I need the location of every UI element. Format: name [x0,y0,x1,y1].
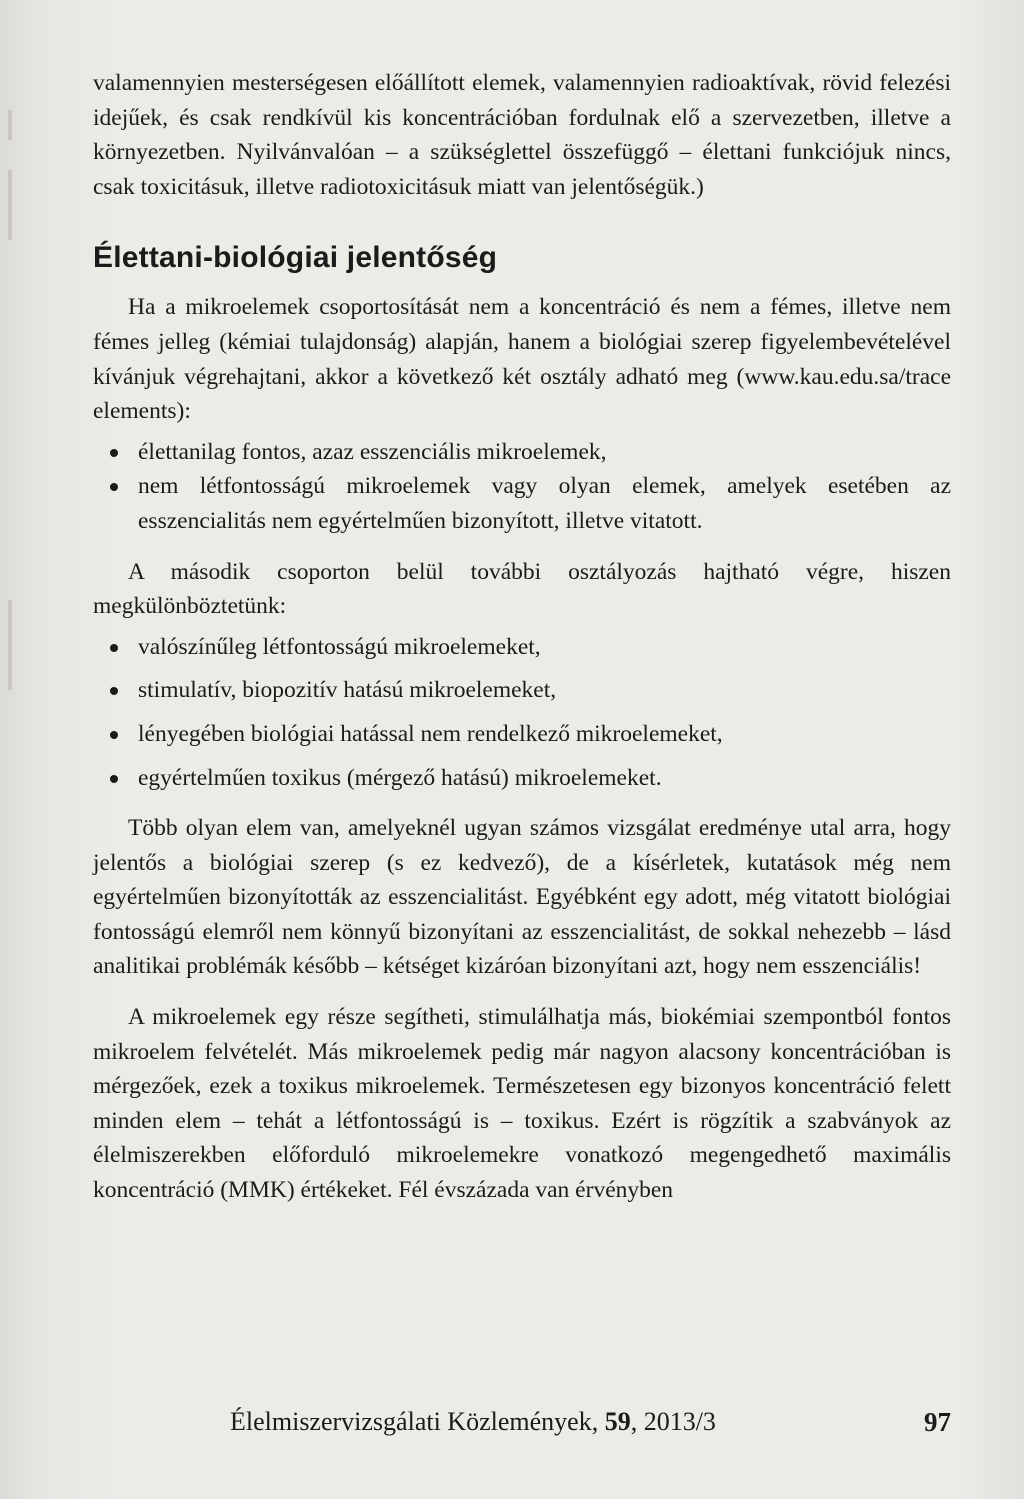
list-item: élettanilag fontos, azaz esszenciális mikroelemek, [93,435,951,470]
scan-edge-mark [8,600,12,690]
section-heading: Élettani-biológiai jelentőség [93,241,498,275]
scan-edge-mark [8,170,12,240]
paragraph-continuation: valamennyien mesterségesen előállított elemek, valamennyien radioaktívak, rövid felezési idejűek, és csak rendkívül kis koncentrációban fordulnak elő a szervezetben, illetve a környezetben. Nyilvánvalóan – a szükséglettel összefüggő – élettani funkciójuk nincs, csak toxicitásuk, illetve radiotoxicitásuk miatt van jelentőségük.) [93,70,951,200]
list-item: stimulatív, biopozitív hatású mikroelemeket, [93,673,951,708]
bullet-icon [110,731,118,739]
page-number: 97 [924,1407,951,1437]
page-footer [0,1407,1024,1447]
journal-citation: Élelmiszervizsgálati Közlemények, 59, 2013/3 [230,1407,716,1436]
bullet-icon [110,775,118,783]
list-item: valószínűleg létfontosságú mikroelemeket, [93,630,951,665]
bullet-icon [110,483,118,491]
paragraph: Több olyan elem van, amelyeknél ugyan számos vizsgálat eredménye utal arra, hogy jelentős a biológiai szerep (s ez kedvező), de a kísérletek, kutatások még nem egyértelműen bizonyították az esszencialitást. Egyébként egy adott, még vitatott biológiai fontosságú elemről nem könnyű bizonyítani az esszencialitást, de sokkal nehezebb – lásd analitikai problémák később – kétséget kizáróan bizonyítani azt, hogy nem esszenciális! [93,815,951,980]
paragraph: A második csoporton belül további osztályozás hajtható végre, hiszen megkülönböztetünk: [93,558,951,620]
bullet-icon [110,449,118,457]
list-item: egyértelműen toxikus (mérgező hatású) mikroelemeket. [93,761,951,796]
list-item: lényegében biológiai hatással nem rendelkező mikroelemeket, [93,717,951,752]
body-text [93,66,951,1208]
bullet-icon [110,644,118,652]
paragraph: A mikroelemek egy része segítheti, stimulálhatja más, biokémiai szempontból fontos mikroelem felvételét. Más mikroelemek pedig már nagyon alacsony koncentrációban is mérgezőek, ezek a toxikus mikroelemek. Természetesen egy bizonyos koncentráció felett minden elem – tehát a létfontosságú is – toxikus. Ezért is rögzítik a szabványok az élelmiszerekben előforduló mikroelemekre vonatkozó megengedhető maximális koncentráció (MMK) értékeket. Fél évszázada van érvényben [93,1004,951,1204]
paragraph: Ha a mikroelemek csoportosítását nem a koncentráció és nem a fémes, illetve nem fémes jelleg (kémiai tulajdonság) alapján, hanem a biológiai szerep figyelembevételével kívánjuk végrehajtani, akkor a következő két osztály adható meg (www.kau.edu.sa/trace elements): [93,294,951,425]
scan-edge-mark [8,110,12,140]
list-item: nem létfontosságú mikroelemek vagy olyan elemek, amelyek esetében az esszencialitás nem egyértelműen bizonyított, illetve vitatott. [93,469,951,538]
bullet-icon [110,687,118,695]
bullet-list-classes [93,435,951,539]
bullet-list-subclasses [93,630,951,795]
